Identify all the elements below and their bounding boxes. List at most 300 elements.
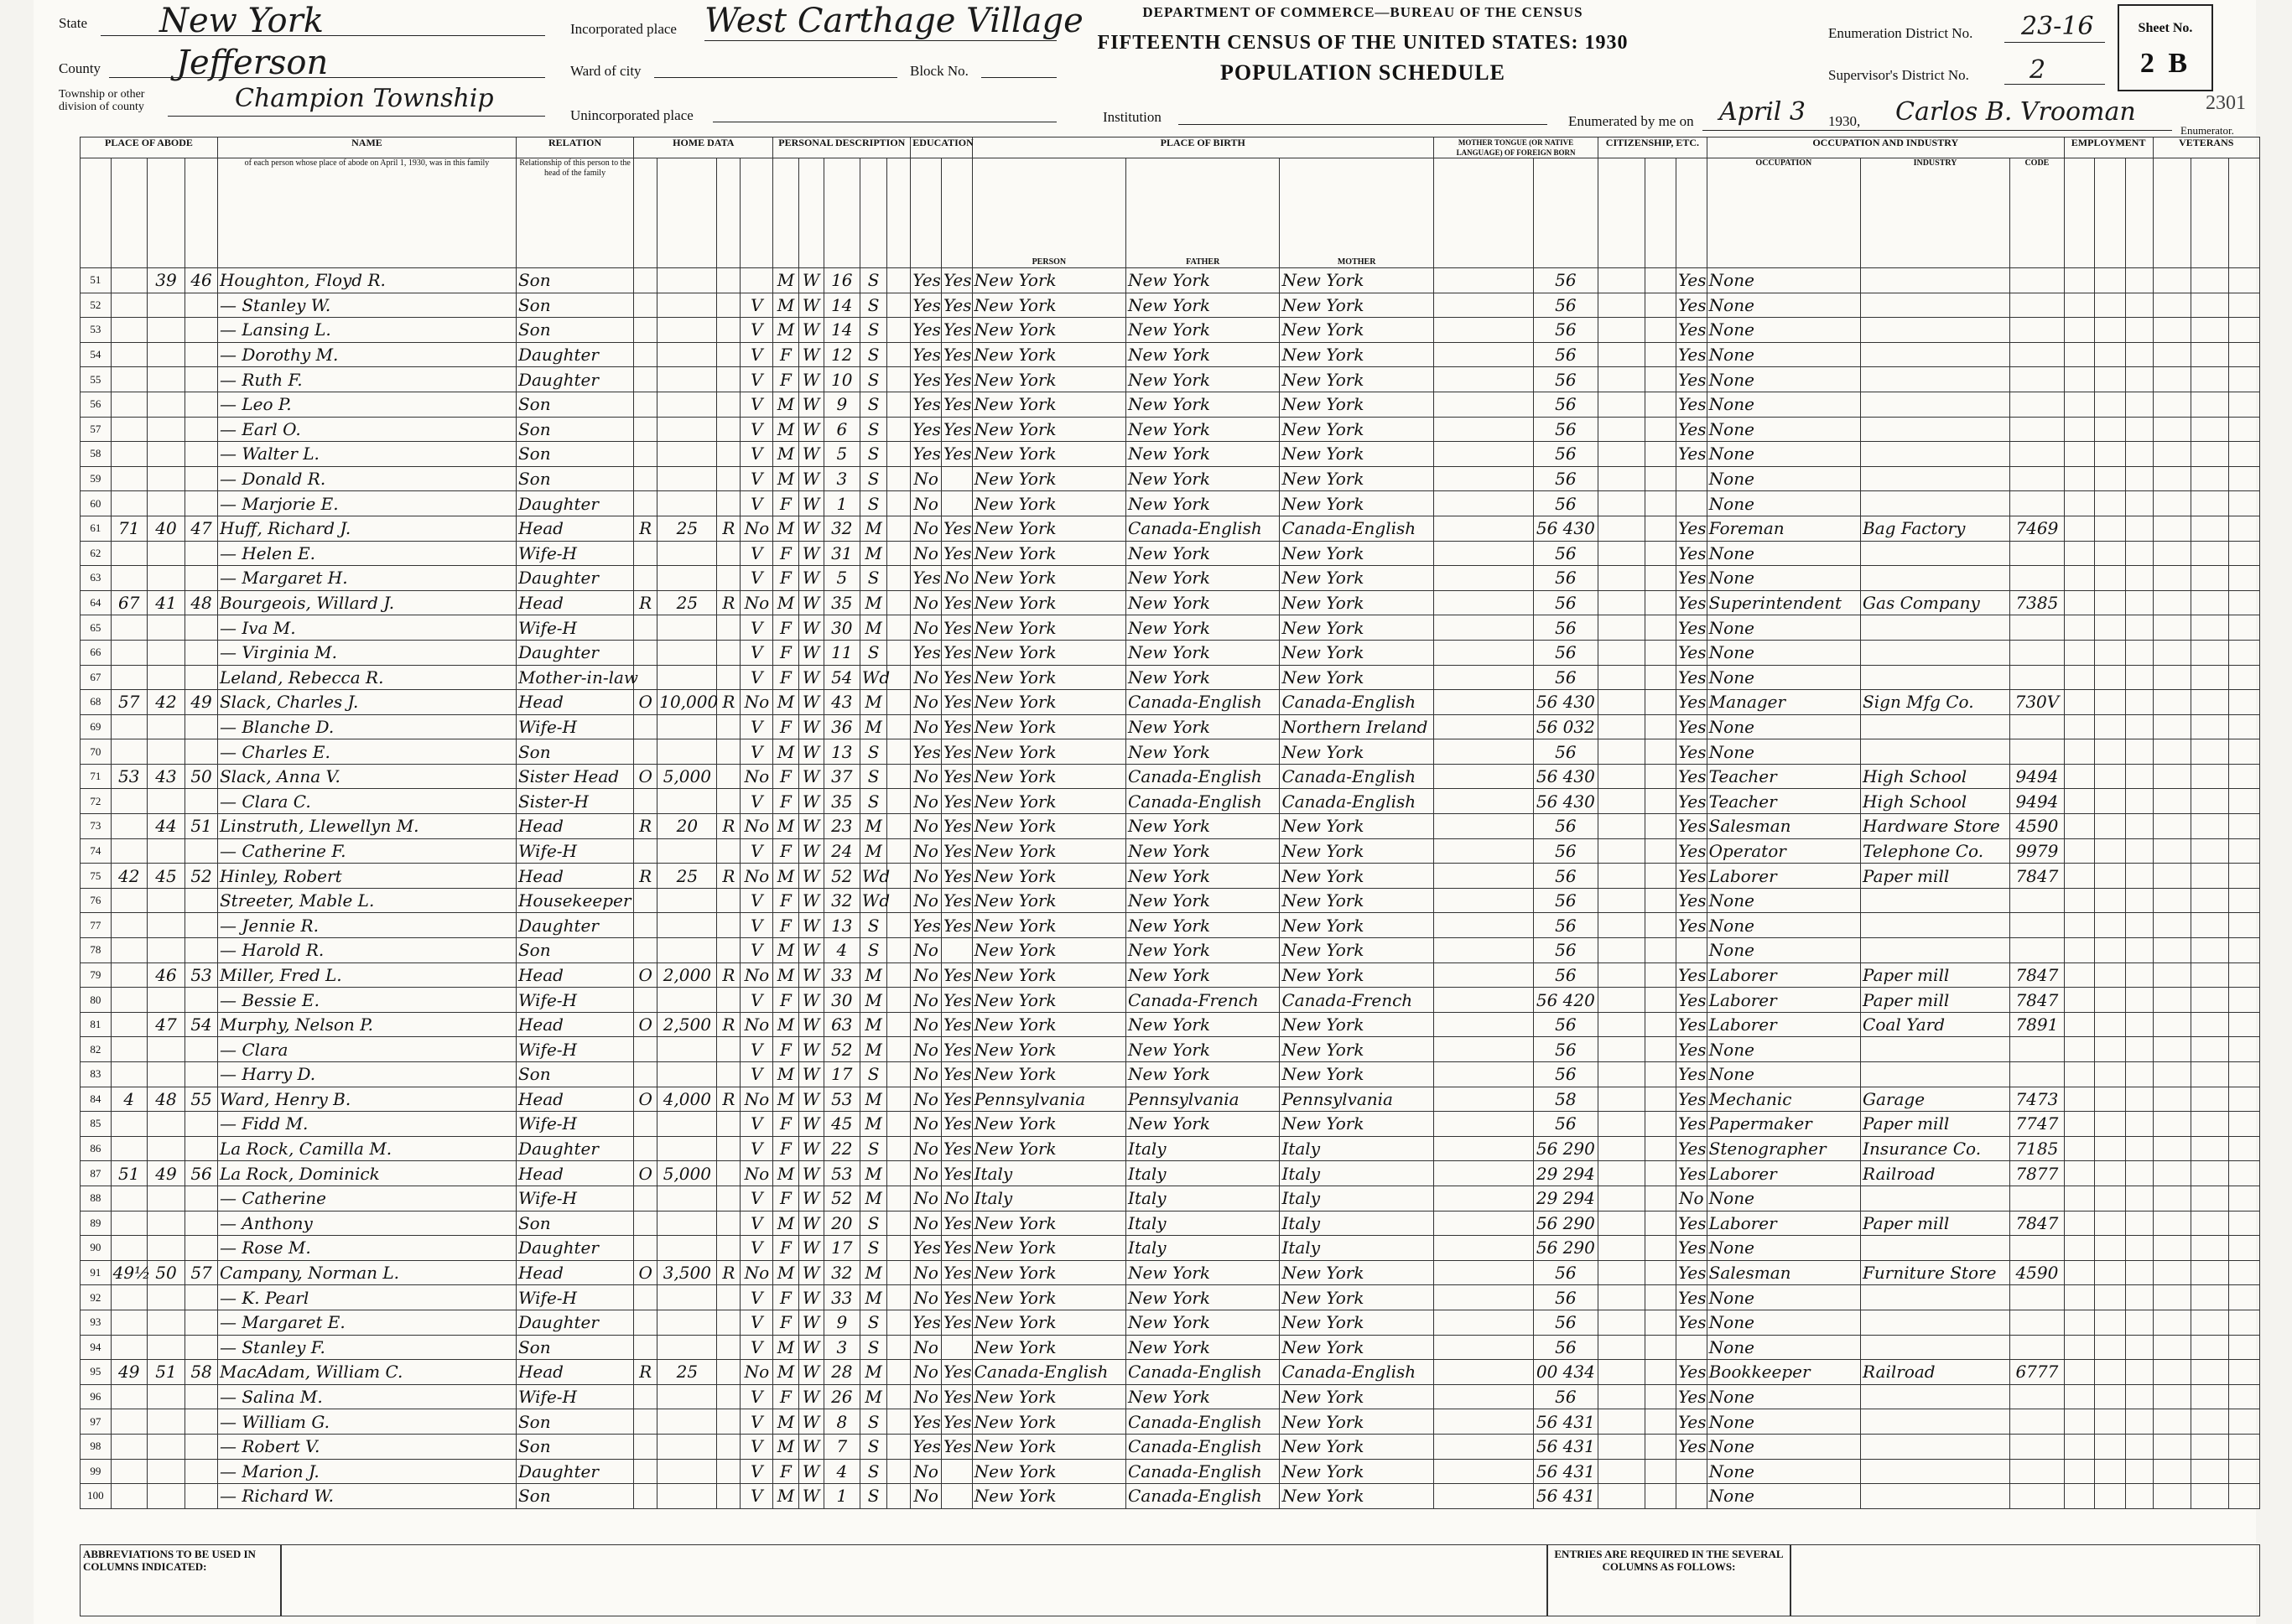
cell-street: 4 [111, 1087, 147, 1112]
cell-ln: 69 [81, 714, 112, 739]
cell-val: 5,000 [657, 1161, 717, 1186]
cell-empty [2126, 268, 2153, 293]
cell-farm: V [741, 417, 773, 442]
cell-ind [1861, 1236, 2010, 1261]
cell-race: W [798, 615, 824, 641]
cell-empty [1645, 293, 1676, 318]
cell-street [111, 1211, 147, 1236]
cell-rel: Daughter [516, 640, 633, 665]
cell-val: 20 [657, 814, 717, 839]
cell-english: Yes [1676, 1062, 1707, 1087]
cell-code: 56 [1533, 417, 1598, 442]
cell-name: Huff, Richard J. [217, 516, 516, 541]
cell-empty [1598, 1384, 1645, 1409]
cell-rel: Daughter [516, 1136, 633, 1161]
cell-empty [2153, 293, 2191, 318]
cell-fpob: New York [1126, 318, 1280, 343]
cell-occ: None [1707, 442, 1860, 467]
cell-ln: 82 [81, 1037, 112, 1062]
cell-pob: New York [972, 1112, 1125, 1137]
cell-empty [2191, 838, 2228, 864]
cell-rel: Wife-H [516, 1285, 633, 1310]
cell-name: — Harry D. [217, 1062, 516, 1087]
cell-ocode [2010, 640, 2065, 665]
cell-ind [1861, 640, 2010, 665]
cell-empty [2191, 566, 2228, 591]
cell-dw [147, 566, 185, 591]
cell-fam [185, 1484, 218, 1509]
cell-empty [1645, 690, 1676, 715]
cell-empty [2064, 1360, 2095, 1385]
cell-ms: S [860, 1062, 886, 1087]
cell-read: Yes [941, 590, 972, 615]
cell-empty [1433, 268, 1533, 293]
cell-age: 5 [824, 442, 860, 467]
cell-empty [2126, 962, 2153, 988]
cell-empty [887, 1384, 911, 1409]
cell-empty [1598, 690, 1645, 715]
cell-race: W [798, 1310, 824, 1335]
cell-empty [2153, 714, 2191, 739]
cell-empty [2153, 1409, 2191, 1435]
cell-pob: New York [972, 541, 1125, 566]
cell-ln: 95 [81, 1360, 112, 1385]
cell-sex: M [773, 1012, 798, 1037]
cell-empty [2229, 1335, 2260, 1360]
cell-empty [2095, 1012, 2126, 1037]
cell-empty [2095, 789, 2126, 814]
cell-ms: S [860, 268, 886, 293]
cell-empty [2095, 466, 2126, 491]
cell-fam [185, 913, 218, 938]
cell-ocode [2010, 1186, 2065, 1211]
cell-school: Yes [911, 640, 942, 665]
cell-empty [1433, 1484, 1533, 1509]
cell-farm: No [741, 1087, 773, 1112]
cell-read: Yes [941, 739, 972, 765]
cell-occ: None [1707, 615, 1860, 641]
cell-empty [2229, 392, 2260, 417]
cell-code: 56 [1533, 1285, 1598, 1310]
census-row [81, 1285, 2260, 1310]
cell-sex: M [773, 590, 798, 615]
cell-ocode [2010, 1062, 2065, 1087]
cell-dw [147, 838, 185, 864]
cell-empty [2229, 1409, 2260, 1435]
cell-english: Yes [1676, 417, 1707, 442]
cell-radio: R [717, 1012, 741, 1037]
cell-ind [1861, 739, 2010, 765]
cell-sex: F [773, 541, 798, 566]
cell-ms: M [860, 1360, 886, 1385]
cell-val: 25 [657, 864, 717, 889]
cell-fam: 53 [185, 962, 218, 988]
cell-empty [2095, 864, 2126, 889]
cell-empty [1598, 1236, 1645, 1261]
cell-code: 56 [1533, 888, 1598, 913]
cell-read: Yes [941, 864, 972, 889]
enumerated-label: Enumerated by me on [1568, 113, 1694, 129]
cell-english: Yes [1676, 789, 1707, 814]
cell-empty [1598, 1434, 1645, 1459]
cell-radio [717, 541, 741, 566]
cell-race: W [798, 491, 824, 516]
cell-farm: V [741, 1310, 773, 1335]
cell-ocode [2010, 1037, 2065, 1062]
cell-own: O [634, 1161, 657, 1186]
cell-empty [1645, 466, 1676, 491]
cell-empty [2153, 1012, 2191, 1037]
cell-rel: Head [516, 516, 633, 541]
cell-fpob: Canada-English [1126, 516, 1280, 541]
census-row [81, 1384, 2260, 1409]
cell-mpob: Italy [1280, 1236, 1433, 1261]
sheet-label: Sheet No. [2138, 21, 2193, 35]
cell-mpob: New York [1280, 1409, 1433, 1435]
cell-val [657, 1062, 717, 1087]
cell-fpob: New York [1126, 1037, 1280, 1062]
cell-sex: F [773, 1459, 798, 1484]
cell-code: 56 430 [1533, 516, 1598, 541]
cell-dw [147, 417, 185, 442]
cell-race: W [798, 1211, 824, 1236]
census-row [81, 466, 2260, 491]
cell-read: Yes [941, 913, 972, 938]
cell-occ: None [1707, 342, 1860, 367]
cell-ms: Wd [860, 888, 886, 913]
cell-occ: None [1707, 913, 1860, 938]
cell-farm: V [741, 938, 773, 963]
cell-empty [1433, 1409, 1533, 1435]
cell-ind [1861, 1384, 2010, 1409]
cell-read: Yes [941, 516, 972, 541]
cell-empty [1645, 342, 1676, 367]
cell-age: 4 [824, 1459, 860, 1484]
cell-fpob: Canada-English [1126, 1434, 1280, 1459]
cell-street: 71 [111, 516, 147, 541]
cell-dw: 45 [147, 864, 185, 889]
cell-fpob: New York [1126, 913, 1280, 938]
cell-name: — Earl O. [217, 417, 516, 442]
cell-empty [2191, 1484, 2228, 1509]
cell-sex: M [773, 1335, 798, 1360]
census-row [81, 615, 2260, 641]
census-row [81, 1484, 2260, 1509]
cell-empty [2153, 739, 2191, 765]
cell-english: Yes [1676, 988, 1707, 1013]
cell-farm: No [741, 814, 773, 839]
cell-empty [2191, 541, 2228, 566]
cell-ms: S [860, 1335, 886, 1360]
header-occupation-industry: OCCUPATION AND INDUSTRY [1707, 137, 2064, 158]
cell-fpob: New York [1126, 342, 1280, 367]
cell-val: 25 [657, 1360, 717, 1385]
cell-age: 32 [824, 1260, 860, 1285]
cell-fam [185, 615, 218, 641]
cell-sex: F [773, 1285, 798, 1310]
cell-empty [1645, 640, 1676, 665]
cell-street [111, 1434, 147, 1459]
cell-code: 29 294 [1533, 1186, 1598, 1211]
cell-empty [1598, 764, 1645, 789]
cell-own [634, 293, 657, 318]
cell-own [634, 367, 657, 392]
cell-fam [185, 1285, 218, 1310]
cell-empty [2126, 318, 2153, 343]
cell-farm: V [741, 342, 773, 367]
cell-ln: 68 [81, 690, 112, 715]
cell-radio [717, 888, 741, 913]
cell-farm: V [741, 1236, 773, 1261]
cell-empty [2095, 739, 2126, 765]
header-occupation: OCCUPATION [1707, 158, 1860, 268]
cell-empty [2229, 1384, 2260, 1409]
cell-fpob: New York [1126, 566, 1280, 591]
cell-empty [1645, 1484, 1676, 1509]
cell-own [634, 1434, 657, 1459]
cell-occ: None [1707, 1335, 1860, 1360]
cell-ms: S [860, 1409, 886, 1435]
cell-empty [2153, 1310, 2191, 1335]
cell-val [657, 1310, 717, 1335]
cell-fpob: New York [1126, 962, 1280, 988]
cell-empty [2064, 268, 2095, 293]
cell-dw [147, 367, 185, 392]
cell-val [657, 367, 717, 392]
cell-empty [2064, 640, 2095, 665]
cell-code: 56 [1533, 293, 1598, 318]
cell-empty [1433, 988, 1533, 1013]
cell-empty [2191, 789, 2228, 814]
cell-dw [147, 739, 185, 765]
cell-val [657, 913, 717, 938]
cell-radio [717, 714, 741, 739]
cell-mpob: New York [1280, 1335, 1433, 1360]
cell-ms: S [860, 342, 886, 367]
cell-empty [2095, 1136, 2126, 1161]
cell-ln: 80 [81, 988, 112, 1013]
cell-ms: S [860, 764, 886, 789]
cell-empty [2064, 466, 2095, 491]
cell-pob: New York [972, 962, 1125, 988]
cell-race: W [798, 1161, 824, 1186]
cell-empty [2229, 838, 2260, 864]
cell-empty [2229, 1285, 2260, 1310]
cell-code: 56 [1533, 864, 1598, 889]
cell-empty [1645, 442, 1676, 467]
cell-name: Linstruth, Llewellyn M. [217, 814, 516, 839]
cell-own [634, 491, 657, 516]
cell-ind [1861, 1310, 2010, 1335]
cell-sex: M [773, 1360, 798, 1385]
cell-age: 45 [824, 1112, 860, 1137]
cell-code: 56 [1533, 938, 1598, 963]
cell-street [111, 392, 147, 417]
cell-ms: S [860, 1310, 886, 1335]
cell-name: Campany, Norman L. [217, 1260, 516, 1285]
cell-dw [147, 1335, 185, 1360]
cell-empty [2229, 293, 2260, 318]
cell-school: No [911, 1087, 942, 1112]
cell-race: W [798, 1112, 824, 1137]
cell-empty [2229, 1434, 2260, 1459]
cell-dw: 46 [147, 962, 185, 988]
cell-fam: 54 [185, 1012, 218, 1037]
census-row [81, 938, 2260, 963]
cell-ln: 78 [81, 938, 112, 963]
cell-empty [1433, 1112, 1533, 1137]
cell-mpob: New York [1280, 1434, 1433, 1459]
cell-street [111, 615, 147, 641]
cell-farm: No [741, 516, 773, 541]
cell-mpob: New York [1280, 888, 1433, 913]
cell-empty [887, 342, 911, 367]
cell-street [111, 1136, 147, 1161]
cell-empty [1433, 665, 1533, 690]
cell-ln: 51 [81, 268, 112, 293]
cell-mpob: New York [1280, 913, 1433, 938]
cell-own: O [634, 1260, 657, 1285]
cell-empty [2229, 1062, 2260, 1087]
cell-radio [717, 938, 741, 963]
cell-empty [1645, 1186, 1676, 1211]
cell-read: Yes [941, 789, 972, 814]
cell-empty [1433, 1459, 1533, 1484]
cell-ocode [2010, 1484, 2065, 1509]
cell-mpob: New York [1280, 417, 1433, 442]
cell-school: No [911, 516, 942, 541]
cell-fam: 48 [185, 590, 218, 615]
cell-empty [2126, 739, 2153, 765]
cell-name: — Catherine F. [217, 838, 516, 864]
cell-pob: New York [972, 714, 1125, 739]
cell-empty [2126, 938, 2153, 963]
cell-race: W [798, 988, 824, 1013]
cell-empty [1645, 864, 1676, 889]
cell-empty [2229, 1459, 2260, 1484]
cell-street [111, 814, 147, 839]
cell-dw [147, 789, 185, 814]
cell-own [634, 1186, 657, 1211]
census-row [81, 1087, 2260, 1112]
cell-occ: Laborer [1707, 1012, 1860, 1037]
cell-fpob: New York [1126, 864, 1280, 889]
cell-empty [887, 864, 911, 889]
cell-dw [147, 1310, 185, 1335]
cell-name: — Marjorie E. [217, 491, 516, 516]
cell-ms: S [860, 566, 886, 591]
cell-street [111, 1459, 147, 1484]
cell-empty [1598, 566, 1645, 591]
cell-empty [2191, 764, 2228, 789]
cell-english [1676, 1459, 1707, 1484]
cell-own: O [634, 1012, 657, 1037]
cell-farm: V [741, 789, 773, 814]
cell-empty [2064, 1484, 2095, 1509]
cell-ind [1861, 1459, 2010, 1484]
cell-empty [1598, 491, 1645, 516]
cell-rel: Son [516, 392, 633, 417]
cell-rel: Head [516, 690, 633, 715]
cell-school: No [911, 665, 942, 690]
cell-occ: None [1707, 392, 1860, 417]
cell-school: No [911, 988, 942, 1013]
cell-val: 3,500 [657, 1260, 717, 1285]
cell-english: Yes [1676, 1112, 1707, 1137]
cell-own [634, 1062, 657, 1087]
cell-pob: Canada-English [972, 1360, 1125, 1385]
cell-ms: M [860, 714, 886, 739]
cell-ocode: 9494 [2010, 764, 2065, 789]
cell-empty [2064, 1384, 2095, 1409]
cell-ln: 77 [81, 913, 112, 938]
cell-age: 3 [824, 466, 860, 491]
cell-empty [1433, 1335, 1533, 1360]
cell-empty [2191, 640, 2228, 665]
cell-val [657, 268, 717, 293]
cell-empty [887, 962, 911, 988]
cell-ocode: 7847 [2010, 988, 2065, 1013]
cell-empty [2126, 665, 2153, 690]
cell-empty [1645, 814, 1676, 839]
cell-ocode [2010, 392, 2065, 417]
cell-empty [2153, 466, 2191, 491]
cell-empty [2229, 1112, 2260, 1137]
cell-empty [2064, 367, 2095, 392]
cell-pob: New York [972, 864, 1125, 889]
cell-code: 56 431 [1533, 1409, 1598, 1435]
cell-ind: Hardware Store [1861, 814, 2010, 839]
cell-ind: Railroad [1861, 1360, 2010, 1385]
census-row [81, 640, 2260, 665]
cell-empty [2191, 1285, 2228, 1310]
cell-sex: M [773, 1062, 798, 1087]
cell-empty [2191, 864, 2228, 889]
cell-empty [1645, 392, 1676, 417]
cell-dw [147, 1211, 185, 1236]
cell-fpob: New York [1126, 491, 1280, 516]
cell-empty [2229, 491, 2260, 516]
cell-english: Yes [1676, 1360, 1707, 1385]
cell-ocode [2010, 1335, 2065, 1360]
cell-fam [185, 1062, 218, 1087]
cell-street [111, 491, 147, 516]
cell-empty [2153, 1434, 2191, 1459]
cell-mpob: New York [1280, 640, 1433, 665]
cell-code: 56 [1533, 566, 1598, 591]
cell-mpob: New York [1280, 466, 1433, 491]
cell-race: W [798, 541, 824, 566]
cell-radio [717, 442, 741, 467]
cell-mpob: Canada-English [1280, 690, 1433, 715]
cell-empty [2191, 1434, 2228, 1459]
cell-empty [2191, 1310, 2228, 1335]
cell-val [657, 1037, 717, 1062]
cell-empty [2153, 442, 2191, 467]
cell-race: W [798, 1384, 824, 1409]
cell-pob: New York [972, 417, 1125, 442]
cell-empty [2095, 442, 2126, 467]
cell-farm: V [741, 1384, 773, 1409]
cell-read: Yes [941, 541, 972, 566]
cell-radio [717, 318, 741, 343]
cell-farm: V [741, 665, 773, 690]
census-row [81, 1161, 2260, 1186]
cell-ocode [2010, 1236, 2065, 1261]
cell-ln: 87 [81, 1161, 112, 1186]
cell-empty [2191, 491, 2228, 516]
cell-empty [2191, 1409, 2228, 1435]
